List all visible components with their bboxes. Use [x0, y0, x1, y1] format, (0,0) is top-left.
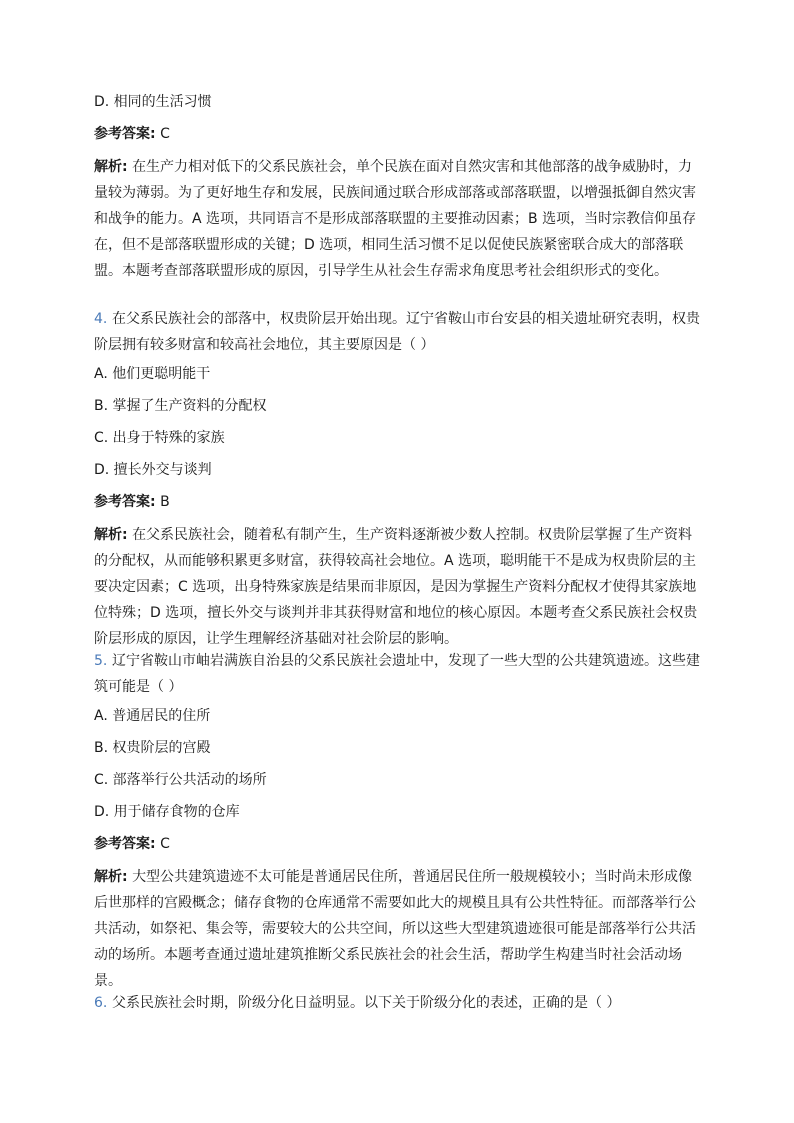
question-stem: 在父系民族社会的部落中，权贵阶层开始出现。辽宁省鞍山市台安县的相关遗址研究表明，权贵阶层拥有较多财富和较高社会地位，其主要原因是（ ）	[94, 311, 700, 353]
option-a: A. 他们更聪明能干	[94, 366, 211, 382]
question-number: 4.	[94, 311, 108, 327]
option-b: B. 权贵阶层的宫殿	[94, 740, 211, 756]
analysis-label: 解析	[94, 869, 122, 885]
question-stem: 父系民族社会时期，阶级分化日益明显。以下关于阶级分化的表述，正确的是（ ）	[112, 995, 621, 1011]
analysis-text: 在父系民族社会，随着私有制产生，生产资料逐渐被少数人控制。权贵阶层掌握了生产资料的分配权，从而能够积累更多财富，获得较高社会地位。A 选项，聪明能干不是成为权贵阶层的主要决定因素；C 选项，出身特殊家族是结果而非原因，是因为掌握生产资料分配权才使得其家族地位特殊；D 选项，擅长外交与谈判并非其获得财富和地位的核心原因。本题考查父系民族社会权贵阶层形成的原因，让学生理解经济基础对社会阶层的影响。	[94, 527, 698, 647]
answer-label: 参考答案	[94, 126, 150, 142]
option-d: D. 相同的生活习惯	[94, 94, 212, 110]
option-b: B. 掌握了生产资料的分配权	[94, 398, 267, 414]
analysis-text: 在生产力相对低下的父系民族社会，单个民族在面对自然灾害和其他部落的战争威胁时，力量较为薄弱。为了更好地生存和发展，民族间通过联合形成部落或部落联盟，以增强抵御自然灾害和战争的能力。A 选项，共同语言不是形成部落联盟的主要推动因素；B 选项，当时宗教信仰虽存在，但不是部落联盟形成的关键；D 选项，相同生活习惯不足以促使民族紧密联合成大的部落联盟。本题考查部落联盟形成的原因，引导学生从社会生存需求角度思考社会组织形式的变化。	[94, 159, 697, 279]
analysis-text: 大型公共建筑遗迹不太可能是普通居民住所，普通居民住所一般规模较小；当时尚未形成像后世那样的宫殿概念；储存食物的仓库通常不需要如此大的规模且具有公共性特征。而部落举行公共活动，如祭祀、集会等，需要较大的公共空间，所以这些大型建筑遗迹很可能是部落举行公共活动的场所。本题考查通过遗址建筑推断父系民族社会的社会生活，帮助学生构建当时社会活动场景。	[94, 869, 696, 989]
answer-label: 参考答案	[94, 494, 150, 510]
question-stem: 辽宁省鞍山市岫岩满族自治县的父系民族社会遗址中，发现了一些大型的公共建筑遗迹。这些建筑可能是（ ）	[94, 653, 700, 695]
question-number: 5.	[94, 653, 108, 669]
answer-value: C	[160, 126, 170, 142]
option-c: C. 出身于特殊的家族	[94, 430, 225, 446]
analysis-paragraph: 解析: 在生产力相对低下的父系民族社会，单个民族在面对自然灾害和其他部落的战争威胁时，力量较为薄弱。为了更好地生存和发展，民族间通过联合形成部落或部落联盟，以增强抵御自然灾害和战争的能力。A 选项，共同语言不是形成部落联盟的主要推动因素；B 选项，当时宗教信仰虽存在，但不是部落联盟形成的关键；D 选项，相同生活习惯不足以促使民族紧密联合成大的部落联盟。本题考查部落联盟形成的原因，引导学生从社会生存需求角度思考社会组织形式的变化。	[94, 159, 697, 279]
analysis-label: 解析	[94, 527, 122, 543]
answer-line: 参考答案: B	[94, 494, 170, 510]
option-a: A. 普通居民的住所	[94, 708, 211, 724]
option-c: C. 部落举行公共活动的场所	[94, 772, 267, 788]
option-d: D. 擅长外交与谈判	[94, 462, 212, 478]
answer-value: C	[160, 836, 170, 852]
analysis-paragraph: 解析: 在父系民族社会，随着私有制产生，生产资料逐渐被少数人控制。权贵阶层掌握了生产资料的分配权，从而能够积累更多财富，获得较高社会地位。A 选项，聪明能干不是成为权贵阶层的主要决定因素；C 选项，出身特殊家族是结果而非原因，是因为掌握生产资料分配权才使得其家族地位特殊；D 选项，擅长外交与谈判并非其获得财富和地位的核心原因。本题考查父系民族社会权贵阶层形成的原因，让学生理解经济基础对社会阶层的影响。	[94, 527, 698, 647]
question-4	[94, 306, 704, 358]
option-d: D. 用于储存食物的仓库	[94, 804, 240, 820]
answer-line: 参考答案: C	[94, 126, 170, 142]
question-6	[94, 990, 704, 1016]
answer-value: B	[160, 494, 170, 510]
analysis-paragraph: 解析: 大型公共建筑遗迹不太可能是普通居民住所，普通居民住所一般规模较小；当时尚未形成像后世那样的宫殿概念；储存食物的仓库通常不需要如此大的规模且具有公共性特征。而部落举行公共活动，如祭祀、集会等，需要较大的公共空间，所以这些大型建筑遗迹很可能是部落举行公共活动的场所。本题考查通过遗址建筑推断父系民族社会的社会生活，帮助学生构建当时社会活动场景。	[94, 869, 696, 989]
answer-line: 参考答案: C	[94, 836, 170, 852]
analysis-label: 解析	[94, 159, 122, 175]
answer-label: 参考答案	[94, 836, 150, 852]
question-number: 6.	[94, 995, 108, 1011]
question-5	[94, 648, 704, 700]
